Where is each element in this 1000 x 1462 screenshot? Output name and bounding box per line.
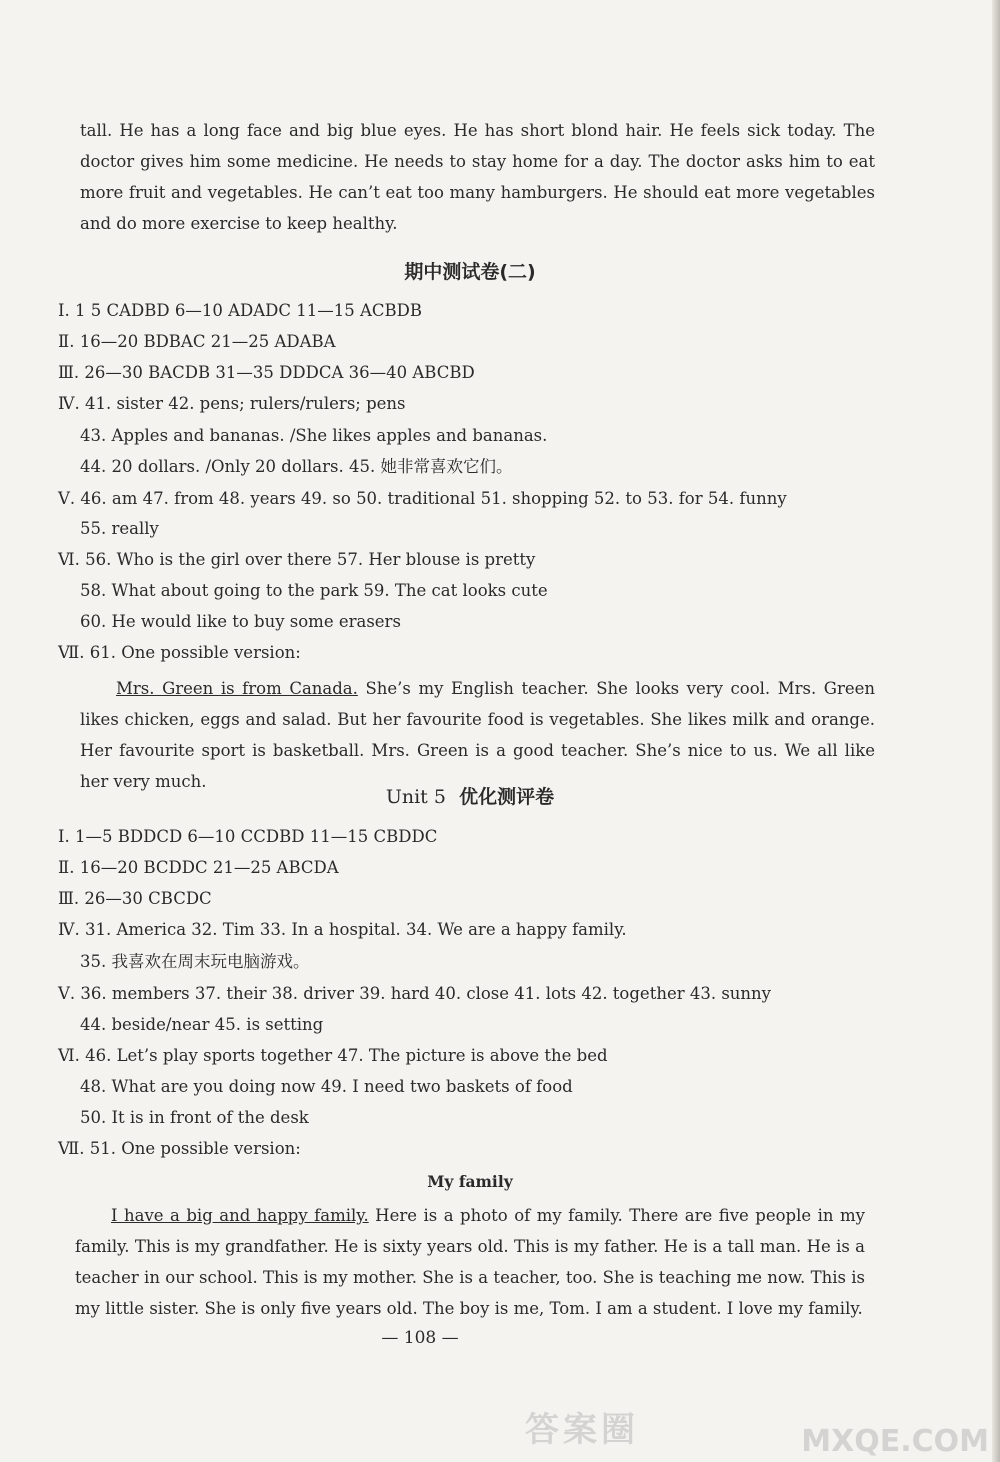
watermark-site: MXQE.COM (801, 1424, 989, 1459)
answer-line: Ⅲ. 26—30 BACDB 31—35 DDDCA 36—40 ABCBD (58, 363, 475, 382)
answer-line: Ⅱ. 16—20 BCDDC 21—25 ABCDA (58, 858, 339, 877)
watermark (525, 1402, 995, 1462)
essay-lead-sentence: Mrs. Green is from Canada. (116, 679, 358, 698)
answer-line: Ⅴ. 36. members 37. their 38. driver 39. hard 40. close 41. lots 42. together 43. sunny (58, 984, 772, 1003)
answer-line: 48. What are you doing now 49. I need two baskets of food (80, 1077, 573, 1096)
essay-body: Here is a photo of my family. There are five people in my family. This is my grandfather. He is sixty years old. This is my father. He is a tall man. He is a teacher in our school. This is my mother. She is a teacher, too. She is teaching me now. This is my little sister. She is only five years old. The boy is me, Tom. I am a student. I love my family. (75, 1206, 865, 1318)
unit-label: Unit 5 (385, 786, 446, 808)
answer-line: 43. Apples and bananas. /She likes apples and bananas. (80, 426, 548, 445)
section-title-unit5 (0, 782, 940, 809)
answer-line: Ⅵ. 56. Who is the girl over there 57. Her blouse is pretty (58, 550, 536, 569)
answer-line: Ⅰ. 1 5 CADBD 6—10 ADADC 11—15 ACBDB (58, 301, 423, 320)
answer-line: 44. beside/near 45. is setting (80, 1015, 324, 1034)
answer-line: Ⅶ. 61. One possible version: (58, 643, 301, 662)
answer-line: 44. 20 dollars. /Only 20 dollars. 45. 她非常喜欢它们。 (80, 457, 513, 476)
watermark-logo-text: 答案圈 (525, 1410, 639, 1450)
section-title-midterm: 期中测试卷(二) (404, 261, 536, 283)
answer-line: Ⅳ. 31. America 32. Tim 33. In a hospital. 34. We are a happy family. (58, 920, 627, 939)
answer-line: Ⅵ. 46. Let’s play sports together 47. The picture is above the bed (58, 1046, 608, 1065)
unit-title-cn: 优化测评卷 (459, 786, 555, 808)
essay-paragraph-1 (80, 673, 875, 797)
answer-line: 50. It is in front of the desk (80, 1108, 309, 1127)
page-number: — 108 — (381, 1328, 459, 1348)
intro-paragraph: tall. He has a long face and big blue eyes. He has short blond hair. He feels sick today. The doctor gives him some medicine. He needs to stay home for a day. The doctor asks him to eat more fruit and vegetables. He can’t eat too many hamburgers. He should eat more vegetables and do more exercise to keep healthy. (80, 121, 875, 233)
essay-lead-sentence: I have a big and happy family. (111, 1206, 369, 1225)
answer-line: Ⅳ. 41. sister 42. pens; rulers/rulers; pens (58, 394, 406, 413)
answer-line: Ⅰ. 1—5 BDDCD 6—10 CCDBD 11—15 CBDDC (58, 827, 438, 846)
answer-line: Ⅶ. 51. One possible version: (58, 1139, 301, 1158)
page-edge-shadow (992, 0, 1000, 1462)
answer-line: 60. He would like to buy some erasers (80, 612, 401, 631)
answer-line: 35. 我喜欢在周末玩电脑游戏。 (80, 952, 310, 971)
answer-line: Ⅱ. 16—20 BDBAC 21—25 ADABA (58, 332, 336, 351)
answer-line: 58. What about going to the park 59. The cat looks cute (80, 581, 548, 600)
answer-line: Ⅲ. 26—30 CBCDC (58, 889, 212, 908)
answer-line: 55. really (80, 519, 159, 538)
essay-title: My family (427, 1172, 513, 1191)
essay-paragraph-2 (75, 1200, 865, 1324)
answer-line: Ⅴ. 46. am 47. from 48. years 49. so 50. traditional 51. shopping 52. to 53. for 54. funny (58, 489, 787, 508)
essay-body: She’s my English teacher. She looks very cool. Mrs. Green likes chicken, eggs and salad. But her favourite food is vegetables. She likes milk and orange. Her favourite sport is basketball. Mrs. Green is a good teacher. She’s nice to us. We all like her very much. (80, 679, 876, 791)
